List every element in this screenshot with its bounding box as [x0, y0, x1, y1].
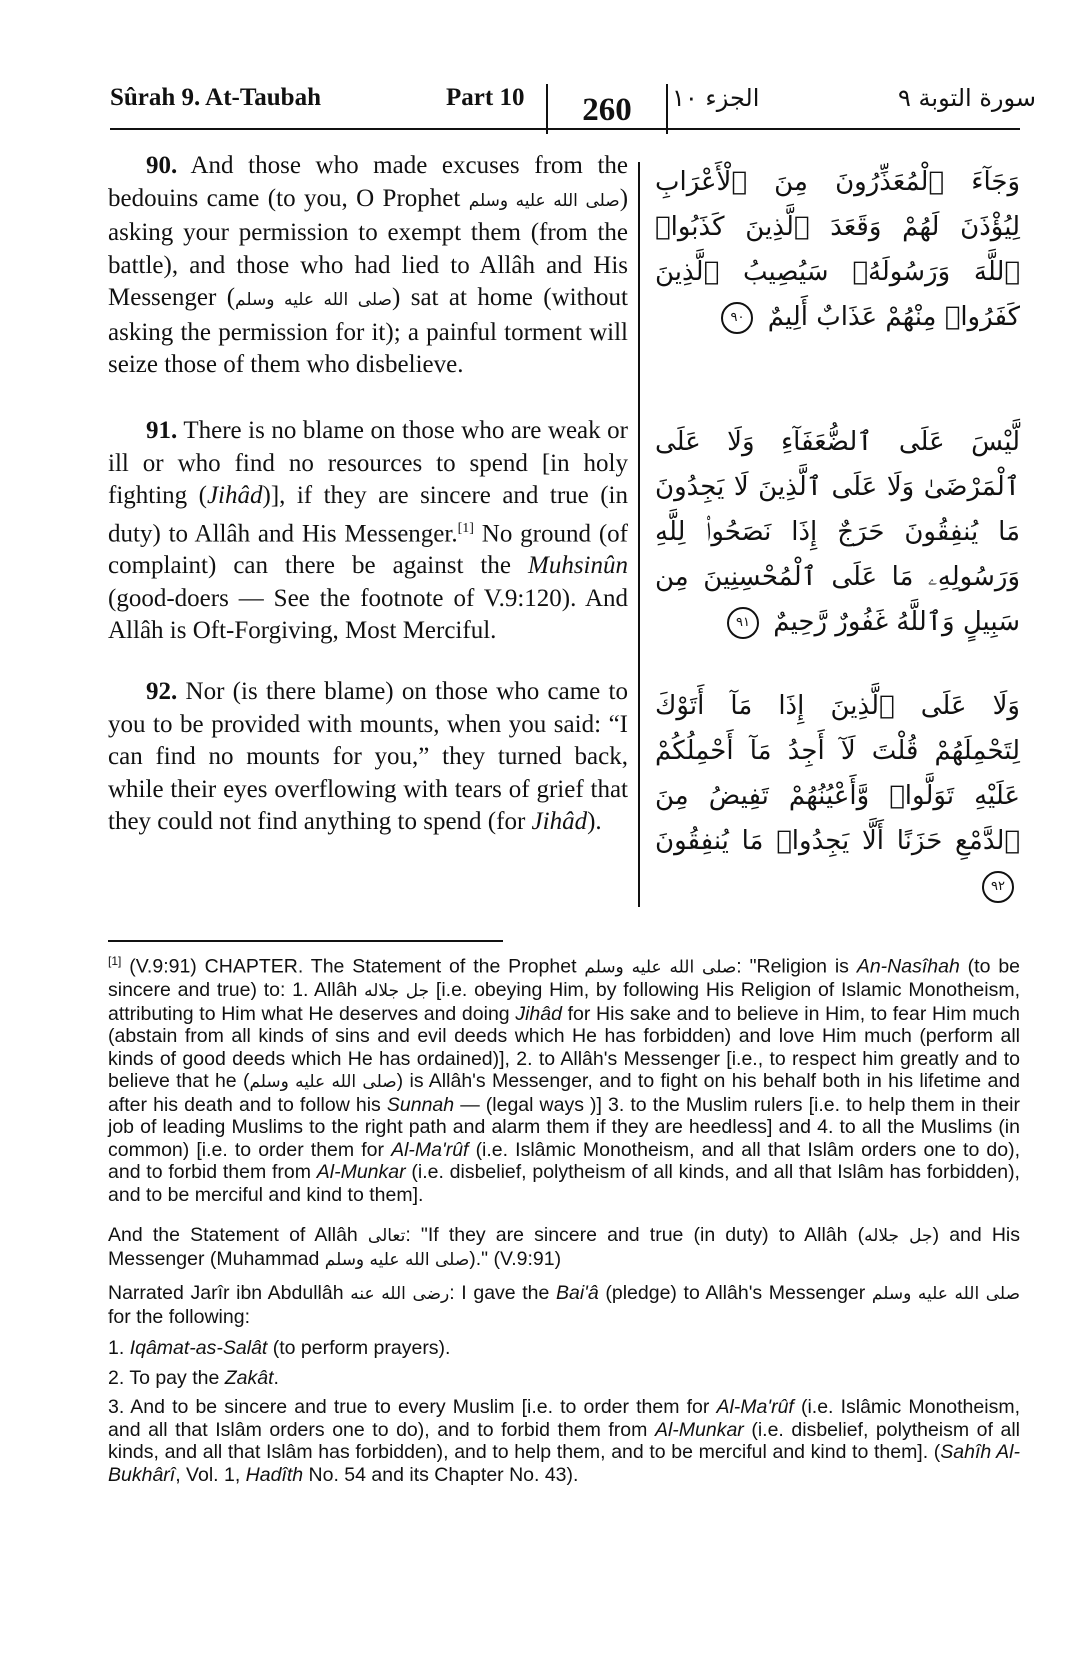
verse-text: No ground (of complaint) can there be against the — [108, 519, 628, 580]
footnote-text: No. 54 and its Chapter No. 43). — [303, 1463, 579, 1486]
verse-92-arabic — [655, 684, 1020, 909]
footnote-text: (to perform prayers). — [267, 1337, 451, 1359]
verse-text: ). — [587, 808, 602, 835]
verse-text: (good-doers — See the footnote of V.9:120). And Allâh is Oft-Forgiving, Most Merciful. — [108, 584, 628, 645]
ayah-marker-icon: ٩٠ — [721, 302, 753, 334]
footnote-text: for His sake and to believe in Him, to fear Him much (abstain from all kinds of sins and evil deeds which He has forbidden) and love Him much (perform all kinds of good deeds which He has ordained)], 2. to Allâh's Messenger [i.e., to respect him greatly and to believe that he ( — [108, 1002, 1020, 1092]
part-label-ar: الجزء ١٠ — [672, 84, 760, 112]
surah-title-ar: سورة التوبة ٩ — [898, 84, 1036, 112]
ayah-marker-icon: ٩٢ — [982, 871, 1014, 903]
footnote-rule — [108, 940, 503, 942]
footnote-text: (i.e. disbelief, polytheism of all kinds, and all that Islâm has forbidden), and to help them, and to be merciful and kind to them]. ( — [108, 1418, 1021, 1463]
italic-term: Sahîh Al-Bukhârî — [108, 1441, 1020, 1486]
footnote-text: (i.e. Islâmic Monotheism, and all that Islâm orders one to do), and to forbid them from — [108, 1138, 1020, 1183]
footnote-list-item-1 — [108, 1337, 1020, 1360]
italic-term: Zakât — [224, 1367, 274, 1389]
footnote-narration — [108, 1282, 1020, 1328]
italic-term: Al-Ma'rûf — [716, 1396, 794, 1418]
part-label-en: Part 10 — [446, 84, 525, 111]
salutation-text: صلى الله عليه وسلم — [468, 190, 620, 211]
page-number: 260 — [546, 84, 668, 134]
salutation-text: صلى الله عليه وسلم — [324, 1249, 470, 1270]
salutation-text: صلى الله عليه وسلم — [871, 1284, 1020, 1304]
italic-term: Jihâd — [515, 1002, 562, 1025]
italic-term: Al-Munkar — [316, 1161, 406, 1183]
honorific-text: تعالى — [367, 1226, 406, 1246]
verse-number: 90. — [146, 152, 178, 179]
italic-term: Jihâd — [531, 808, 588, 835]
verse-text: )], if they are sincere and true (in duty) to Allâh and His Messenger. — [108, 482, 628, 547]
italic-term: Bai'â — [555, 1282, 599, 1304]
footnote-text: (V.9:91) CHAPTER. The Statement of the Prophet — [121, 955, 585, 978]
italic-term: Sunnah — [386, 1093, 455, 1116]
header-rule — [110, 128, 1020, 130]
verse-90-english — [108, 150, 628, 382]
arabic-verse-text: وَلَا عَلَى ٱلَّذِينَ إِذَا مَآ أَتَوْكَ لِتَحْمِلَهُمْ قُلْتَ لَآ أَجِدُ مَآ أَحْمِلُكُمْ عَلَيْهِ تَوَلَّوا۟ وَّأَعْيُنُهُمْ تَفِيضُ مِنَ ٱلدَّمْعِ حَزَنًا أَلَّا يَجِدُوا۟ مَا يُنفِقُونَ — [655, 691, 1020, 856]
verse-number: 92. — [146, 678, 178, 705]
footnote-text: ) and His Messenger (Muhammad — [108, 1224, 1021, 1270]
footnote-text: [i.e. obeying Him, by following His Religion of Islamic Monotheism, attributing to Him what He deserves and doing — [108, 979, 1020, 1025]
footnote-text: (i.e. disbelief, polytheism of all kinds, and all that Islâm has forbidden), and to be merciful and kind to them]. — [108, 1161, 1020, 1206]
arabic-verse-text: وَجَآءَ ٱلْمُعَذِّرُونَ مِنَ ٱلْأَعْرَابِ لِيُؤْذَنَ لَهُمْ وَقَعَدَ ٱلَّذِينَ كَذَبُوا۟ ٱللَّهَ وَرَسُولَهُۥ سَيُصِيبُ ٱلَّذِينَ كَفَرُوا۟ مِنْهُمْ عَذَابٌ أَلِيمٌ — [655, 167, 1020, 332]
footnote-text: 2. To pay the — [108, 1367, 225, 1389]
salutation-text: صلى الله عليه وسلم — [235, 290, 392, 310]
footnote-paragraph — [108, 950, 1020, 1206]
footnote-list-item-2 — [108, 1367, 1020, 1390]
italic-term: Al-Ma'rûf — [391, 1138, 469, 1161]
footnote-marker: [1] — [108, 954, 122, 968]
verse-91-arabic — [655, 420, 1020, 645]
footnote-text: : I gave the — [449, 1282, 556, 1304]
verse-text: ) asking your permission to exempt them (from the battle), and those who had lied to Allâh and His Messenger ( — [108, 184, 629, 311]
arabic-verse-text: لَّيْسَ عَلَى ٱلضُّعَفَآءِ وَلَا عَلَى ٱلْمَرْضَىٰ وَلَا عَلَى ٱلَّذِينَ لَا يَجِدُونَ مَا يُنفِقُونَ حَرَجٌ إِذَا نَصَحُوا۟ لِلَّهِ وَرَسُولِهِۦ مَا عَلَى ٱلْمُحْسِنِينَ مِن سَبِيلٍ وَٱللَّهُ غَفُورٌ رَّحِيمٌ — [655, 427, 1020, 637]
verse-92-english — [108, 676, 628, 839]
footnote-text: 3. And to be sincere and true to every Muslim [i.e. to order them for — [108, 1396, 717, 1418]
verse-text: Nor (is there blame) on those who came to you to be provided with mounts, when you said: “I can find no mounts for you,” they turned back, while their eyes overflowing with tears of grief that they could not find anything to spend (for — [108, 678, 628, 835]
ayah-marker-icon: ٩١ — [727, 607, 759, 639]
column-divider — [638, 162, 640, 907]
verse-number: 91. — [146, 417, 178, 444]
italic-term: An-Nasîhah — [856, 955, 960, 978]
footnote-text: : "Religion is — [736, 955, 857, 978]
italic-term: Muhsinûn — [528, 552, 628, 580]
footnote-text: ) is Allâh's Messenger, and to fight on his behalf both in his lifetime and after his death and to follow his — [108, 1070, 1021, 1116]
footnote-text: (pledge) to Allâh's Messenger — [598, 1282, 872, 1304]
verse-text: ) sat at home (without asking the permission for it); a painful torment will seize those of them who disbelieve. — [108, 284, 628, 378]
italic-term: Iqâmat-as-Salât — [129, 1337, 268, 1359]
honorific-text: جل جلاله — [864, 1226, 933, 1246]
footnote-text: )." (V.9:91) — [469, 1247, 562, 1270]
footnote-text: Narrated Jarîr ibn Abdullâh — [108, 1282, 351, 1304]
footnote-text: . — [273, 1367, 279, 1389]
footnote-1 — [108, 950, 1020, 1206]
italic-term: Al-Munkar — [654, 1418, 744, 1441]
salutation-text: صلى الله عليه وسلم — [584, 957, 737, 978]
footnote-text: for the following: — [108, 1305, 250, 1328]
verse-text: There is no blame on those who are weak or ill or who find no resources to spend [in holy fighting ( — [108, 417, 628, 509]
italic-term: Jihâd — [206, 482, 263, 509]
verse-90-arabic — [655, 160, 1020, 340]
surah-title-en: Sûrah 9. At-Taubah — [110, 84, 321, 111]
footnote-reference[interactable]: [1] — [457, 520, 474, 536]
verse-text: And those who made excuses from the bedouins came (to you, O Prophet — [108, 152, 629, 212]
footnote-text: — (legal ways )] 3. to the Muslim rulers [i.e. to help them in their job of leading Muslims to the right path and alarm them if they are heedless] and 4. to all the Muslims (in common) [i.e. to order them for — [108, 1093, 1021, 1161]
italic-term: Hadîth — [245, 1463, 304, 1486]
footnote-text: (i.e. Islâmic Monotheism, and all that Islâm orders one to do), and to forbid them from — [108, 1396, 1020, 1441]
honorific-text: رضى الله عنه — [350, 1284, 450, 1304]
footnote-text: And the Statement of Allâh — [108, 1224, 368, 1246]
footnote-text: (to be sincere and true) to: 1. Allâh — [108, 955, 1021, 1001]
footnote-list-item-3 — [108, 1396, 1020, 1486]
honorific-text: جل جلاله — [364, 981, 430, 1001]
footnote-text: , Vol. 1, — [175, 1463, 246, 1486]
footnote-text: : "If they are sincere and true (in duty) to Allâh ( — [405, 1224, 865, 1246]
salutation-text: صلى الله عليه وسلم — [249, 1072, 397, 1092]
verse-91-english — [108, 415, 628, 648]
list-number: 1. — [108, 1337, 130, 1359]
footnote-statement-allah — [108, 1224, 1020, 1271]
